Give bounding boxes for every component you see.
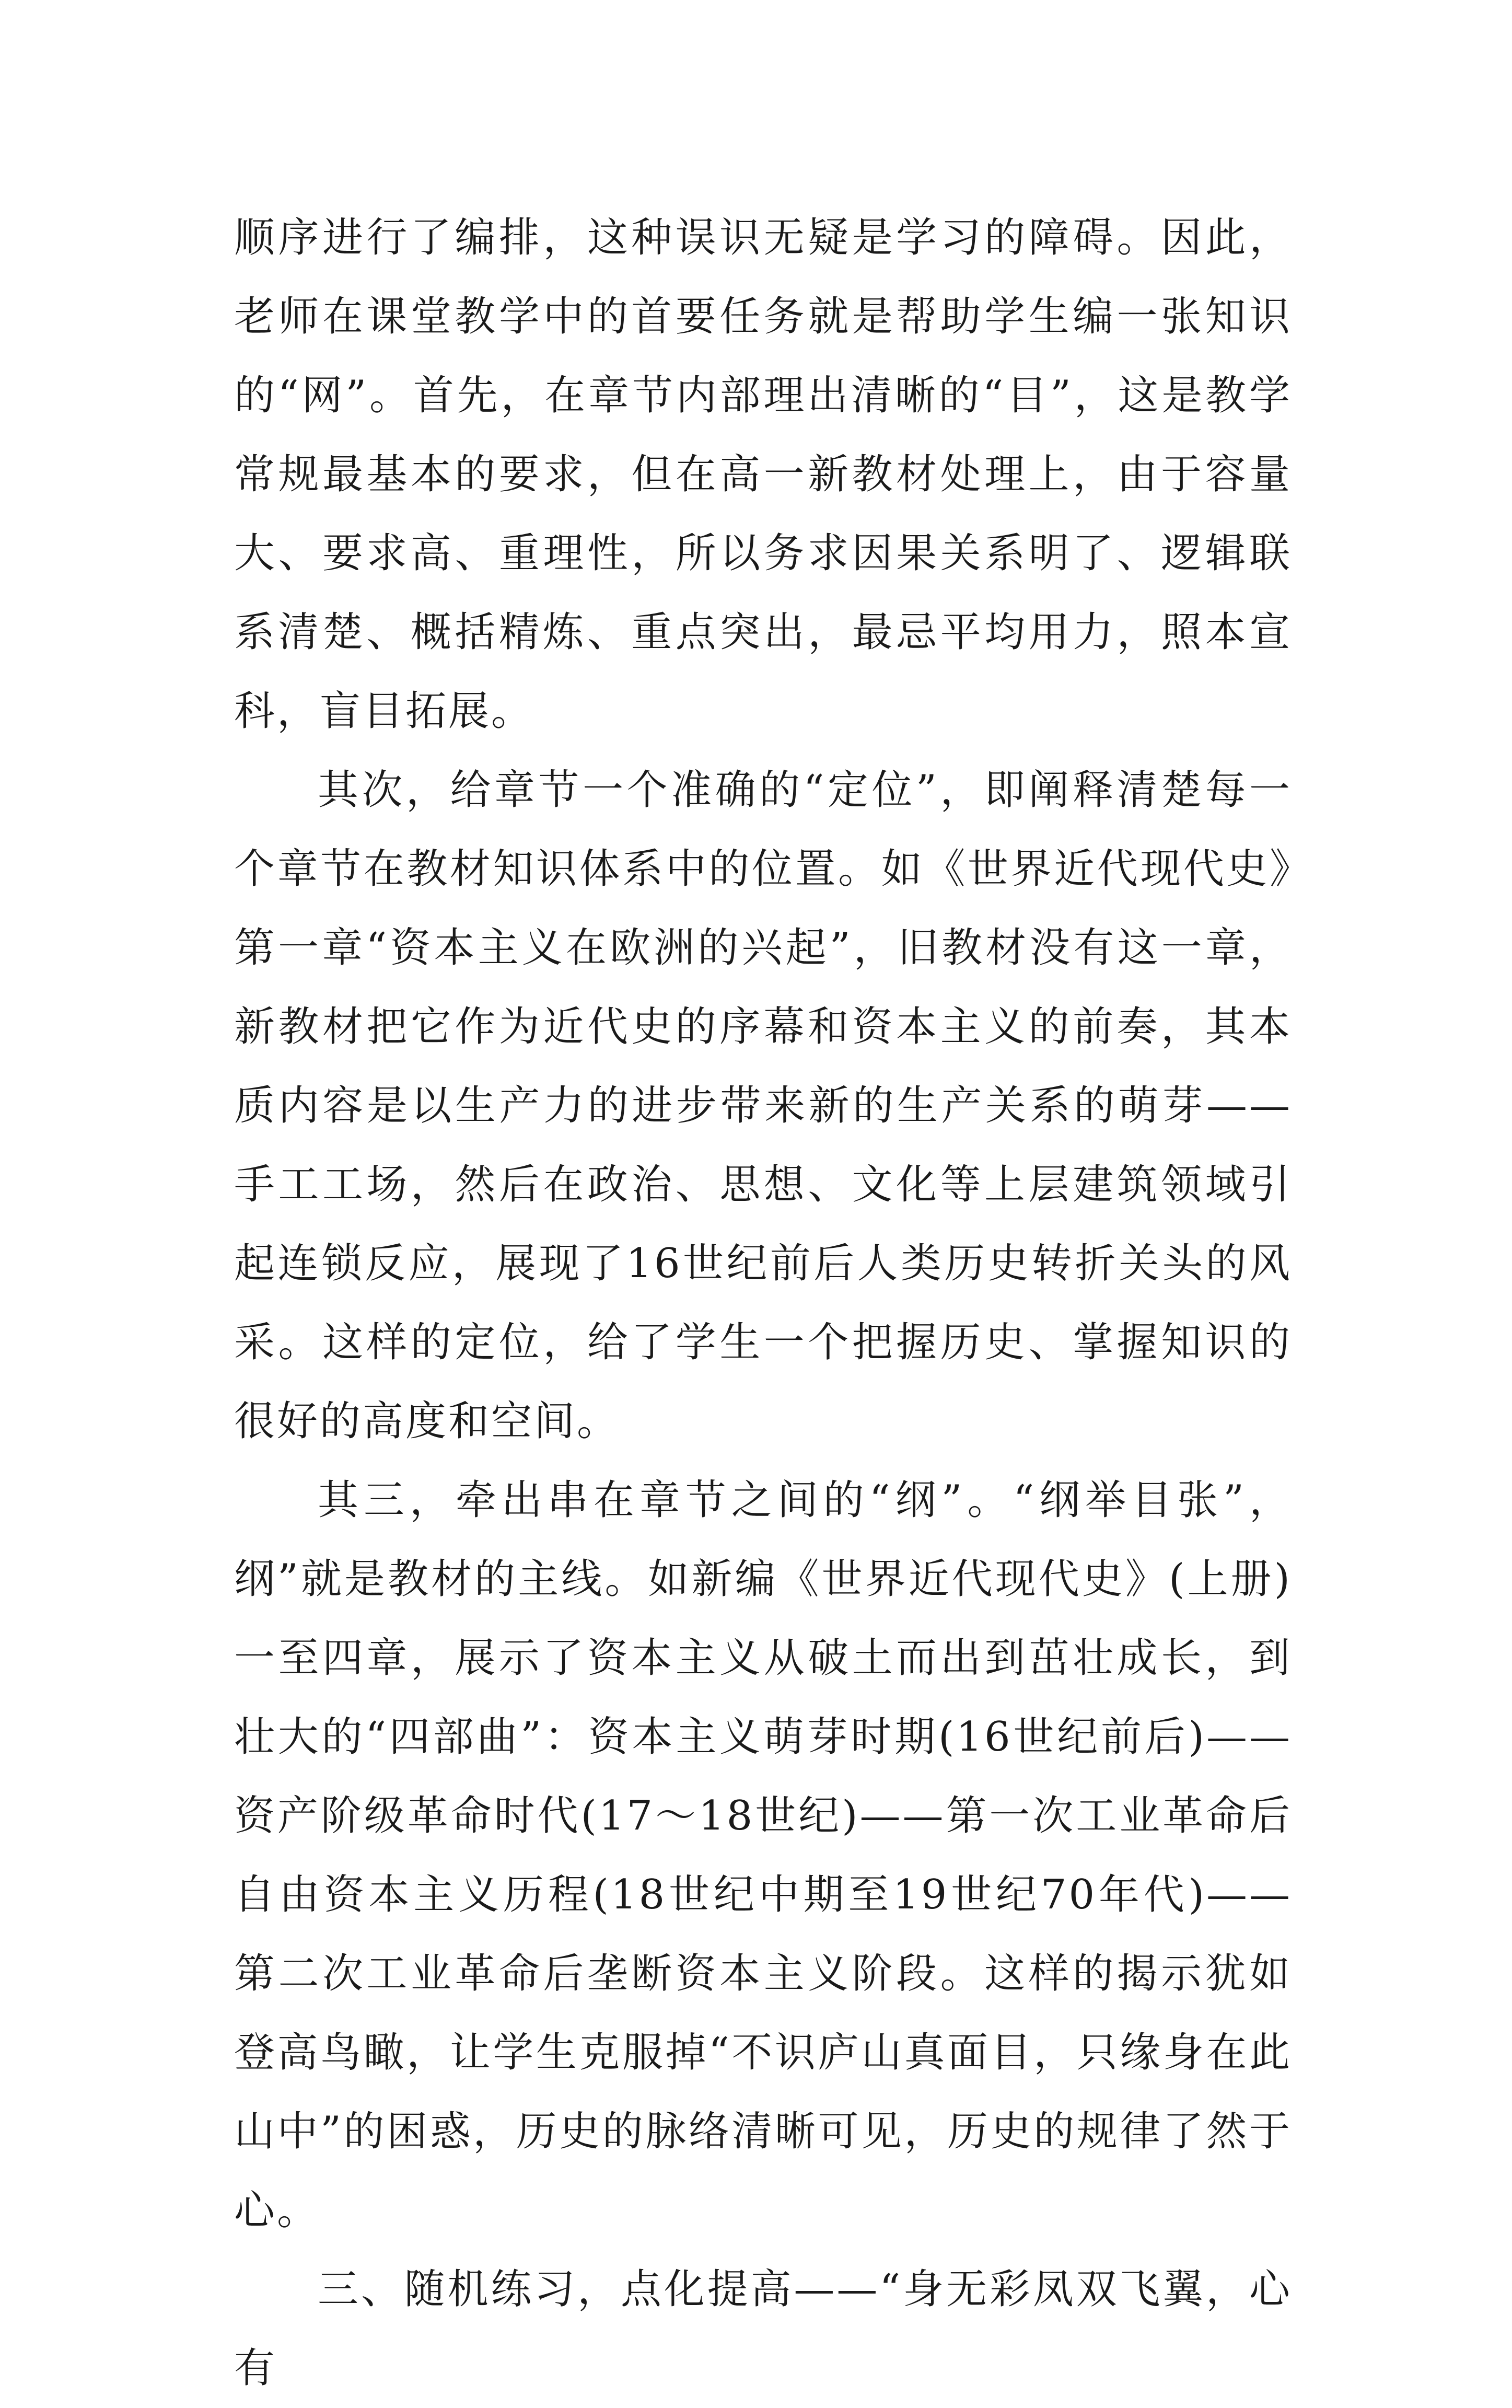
document-body bbox=[234, 199, 1292, 2408]
paragraph-3: 其三，牵出串在章节之间的“纲”。“纲举目张”，纲”就是教材的主线。如新编《世界近代现代史》(上册)一至四章，展示了资本主义从破土而出到茁壮成长，到壮大的“四部曲”：资本主义萌芽时期(16世纪前后)——资产阶级革命时代(17～18世纪)——第一次工业革命后自由资本主义历程(18世纪中期至19世纪70年代)——第二次工业革命后垄断资本主义阶段。这样的揭示犹如登高鸟瞰，让学生克服掉“不识庐山真面目，只缘身在此山中”的困惑，历史的脉络清晰可见，历史的规律了然于心。 bbox=[234, 1477, 1292, 2234]
paragraph-1: 顺序进行了编排，这种误识无疑是学习的障碍。因此，老师在课堂教学中的首要任务就是帮助学生编一张知识的“网”。首先，在章节内部理出清晰的“目”，这是教学常规最基本的要求，但在高一新教材处理上，由于容量大、要求高、重理性，所以务求因果关系明了、逻辑联系清楚、概括精炼、重点突出，最忌平均用力，照本宣科，盲目拓展。 bbox=[234, 214, 1292, 735]
paragraph-2: 其次，给章节一个准确的“定位”，即阐释清楚每一个章节在教材知识体系中的位置。如《世界近代现代史》第一章“资本主义在欧洲的兴起”，旧教材没有这一章，新教材把它作为近代史的序幕和资本主义的前奏，其本质内容是以生产力的进步带来新的生产关系的萌芽——手工工场，然后在政治、思想、文化等上层建筑领域引起连锁反应，展现了16世纪前后人类历史转折关头的风采。这样的定位，给了学生一个把握历史、掌握知识的很好的高度和空间。 bbox=[234, 767, 1292, 1445]
paragraph-4: 三、随机练习，点化提高——“身无彩凤双飞翼，心有 bbox=[234, 2266, 1292, 2392]
